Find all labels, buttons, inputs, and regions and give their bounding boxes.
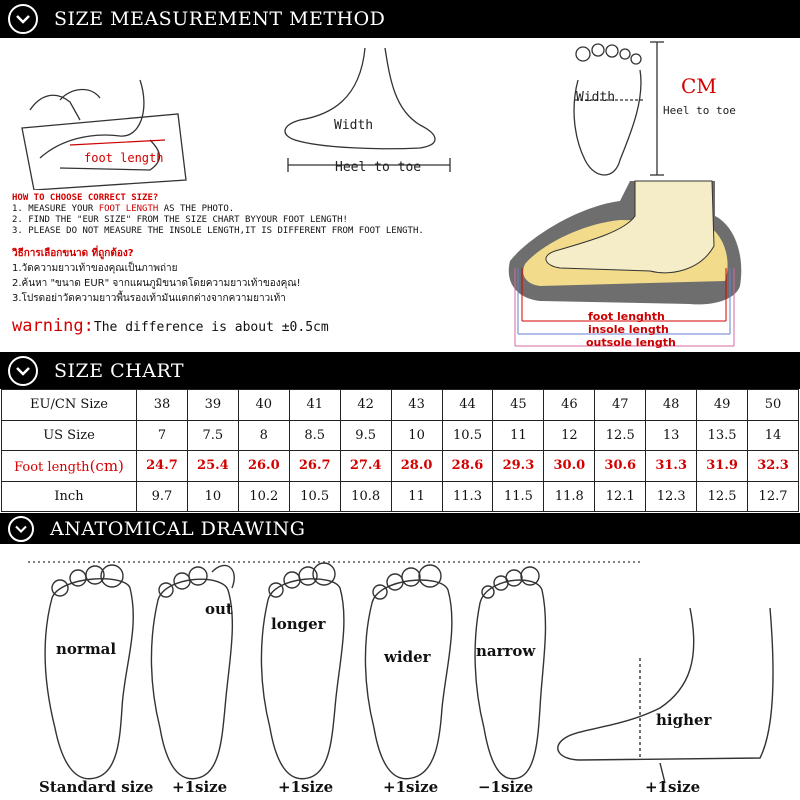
section-title: ANATOMICAL DRAWING — [50, 517, 306, 540]
side-foot-drawing — [285, 48, 450, 172]
size-cell: 12.5 — [595, 420, 646, 451]
size-cell: 12 — [544, 420, 595, 451]
shoe-label-outsole: outsole length — [586, 336, 676, 349]
foot-caption: +1size — [645, 778, 701, 796]
foot-caption: +1size — [172, 778, 228, 796]
size-cell: 28.6 — [442, 451, 493, 482]
section-header-size-chart — [0, 352, 800, 389]
foot-caption: −1size — [478, 778, 534, 796]
size-cell: 40 — [238, 390, 289, 421]
shoe-label-foot: foot lenghth — [588, 310, 665, 323]
size-cell: 13 — [646, 420, 697, 451]
shoe-cutaway-drawing — [500, 176, 755, 356]
foot-caption: +1size — [278, 778, 334, 796]
width-label-top: Width — [576, 90, 616, 105]
size-cell: 8.5 — [289, 420, 340, 451]
size-cell: 11.3 — [442, 481, 493, 512]
size-cell: 41 — [289, 390, 340, 421]
size-cell: 39 — [187, 390, 238, 421]
size-cell: 10 — [391, 420, 442, 451]
size-row — [2, 481, 799, 512]
heel-to-toe-label-top: Heel to toe — [663, 104, 736, 117]
size-cell: 30.0 — [544, 451, 595, 482]
size-cell: 38 — [137, 390, 188, 421]
size-row — [2, 420, 799, 451]
foot-label-wider: wider — [384, 648, 431, 666]
shoe-label-insole: insole length — [588, 323, 669, 336]
size-cell: 8 — [238, 420, 289, 451]
thai-step: 2.ค้นหา "ขนาด EUR" จากแผนภูมิขนาดโดยความยาวเท้าของคุณ! — [12, 278, 301, 289]
size-cell: 10 — [187, 481, 238, 512]
size-cell: 28.0 — [391, 451, 442, 482]
foot-outline-normal — [45, 579, 133, 779]
foot-label-narrow: narrow — [476, 642, 536, 660]
row-header: US Size — [2, 420, 137, 451]
size-cell: 9.5 — [340, 420, 391, 451]
size-cell: 10.2 — [238, 481, 289, 512]
size-cell: 11 — [493, 420, 544, 451]
size-cell: 46 — [544, 390, 595, 421]
thai-step: 1.วัดความยาวเท้าของคุณเป็นภาพถ่าย — [12, 263, 178, 274]
foot-outline-narrow — [475, 580, 545, 779]
row-header: EU/CN Size — [2, 390, 137, 421]
howto-heading: HOW TO CHOOSE CORRECT SIZE? — [12, 193, 159, 203]
size-cell: 12.7 — [748, 481, 799, 512]
size-cell: 31.9 — [697, 451, 748, 482]
foot-caption: +1size — [383, 778, 439, 796]
size-cell: 11 — [391, 481, 442, 512]
cm-label: CM — [681, 74, 717, 98]
section-header-anatomical — [0, 513, 800, 544]
section-title: SIZE CHART — [54, 359, 185, 382]
thai-heading: วิธีการเลือกขนาด ที่ถูกต้อง? — [12, 248, 134, 259]
size-cell: 11.5 — [493, 481, 544, 512]
size-cell: 26.0 — [238, 451, 289, 482]
size-cell: 44 — [442, 390, 493, 421]
size-cell: 10.8 — [340, 481, 391, 512]
size-cell: 11.8 — [544, 481, 595, 512]
top-foot-drawing — [574, 42, 664, 175]
size-cell: 10.5 — [289, 481, 340, 512]
size-row — [2, 390, 799, 421]
chevron-down-icon — [8, 356, 38, 386]
size-cell: 30.6 — [595, 451, 646, 482]
howto-step: 3. PLEASE DO NOT MEASURE THE INSOLE LENGTH,IT IS DIFFERENT FROM FOOT LENGTH. — [12, 226, 424, 236]
foot-outline-longer — [261, 579, 343, 779]
thai-step: 3.โปรดอย่าวัดความยาวพื้นรองเท้ามันแตกต่างจากความยาวเท้า — [12, 293, 286, 304]
anatomical-feet-drawing — [0, 548, 800, 798]
foot-label-longer: longer — [271, 615, 326, 633]
foot-on-paper-drawing — [22, 80, 186, 190]
foot-label-out: out — [205, 600, 233, 618]
row-header: Foot length(cm) — [2, 451, 137, 482]
size-cell: 12.1 — [595, 481, 646, 512]
foot-label-higher: higher — [656, 711, 712, 729]
foot-outline-wider — [365, 580, 451, 779]
foot-caption: Standard size — [39, 778, 154, 796]
chevron-down-icon — [8, 516, 34, 542]
section-header-measurement — [0, 0, 800, 38]
size-cell: 24.7 — [137, 451, 188, 482]
size-cell: 45 — [493, 390, 544, 421]
section-title: SIZE MEASUREMENT METHOD — [54, 8, 386, 30]
warning-text: The difference is about ±0.5cm — [93, 320, 329, 335]
size-cell: 14 — [748, 420, 799, 451]
size-cell: 48 — [646, 390, 697, 421]
size-cell: 26.7 — [289, 451, 340, 482]
foot-outline-higher — [558, 608, 773, 760]
size-cell: 12.5 — [697, 481, 748, 512]
thai-block — [12, 246, 512, 306]
size-cell: 10.5 — [442, 420, 493, 451]
size-cell: 13.5 — [697, 420, 748, 451]
foot-label-normal: normal — [56, 640, 117, 658]
size-cell: 25.4 — [187, 451, 238, 482]
foot-length-label: foot length — [84, 151, 164, 165]
howto-block — [12, 193, 512, 237]
size-cell: 43 — [391, 390, 442, 421]
size-cell: 7.5 — [187, 420, 238, 451]
size-cell: 31.3 — [646, 451, 697, 482]
size-cell: 9.7 — [137, 481, 188, 512]
size-cell: 12.3 — [646, 481, 697, 512]
row-header: Inch — [2, 481, 137, 512]
size-cell: 42 — [340, 390, 391, 421]
howto-step: 1. MEASURE YOUR FOOT LENGTH AS THE PHOTO. — [12, 204, 235, 214]
size-cell: 29.3 — [493, 451, 544, 482]
size-chart-table — [1, 389, 799, 512]
warning-label: warning: — [12, 316, 94, 336]
size-cell: 32.3 — [748, 451, 799, 482]
size-cell: 47 — [595, 390, 646, 421]
width-label-side: Width — [334, 118, 374, 133]
howto-step: 2. FIND THE "EUR SIZE" FROM THE SIZE CHART BYYOUR FOOT LENGTH! — [12, 215, 348, 225]
chevron-down-icon — [8, 4, 38, 34]
size-cell: 50 — [748, 390, 799, 421]
size-row — [2, 451, 799, 482]
warning-line — [12, 316, 329, 336]
size-cell: 49 — [697, 390, 748, 421]
size-cell: 27.4 — [340, 451, 391, 482]
heel-to-toe-label-side: Heel to toe — [335, 160, 422, 175]
size-cell: 7 — [137, 420, 188, 451]
